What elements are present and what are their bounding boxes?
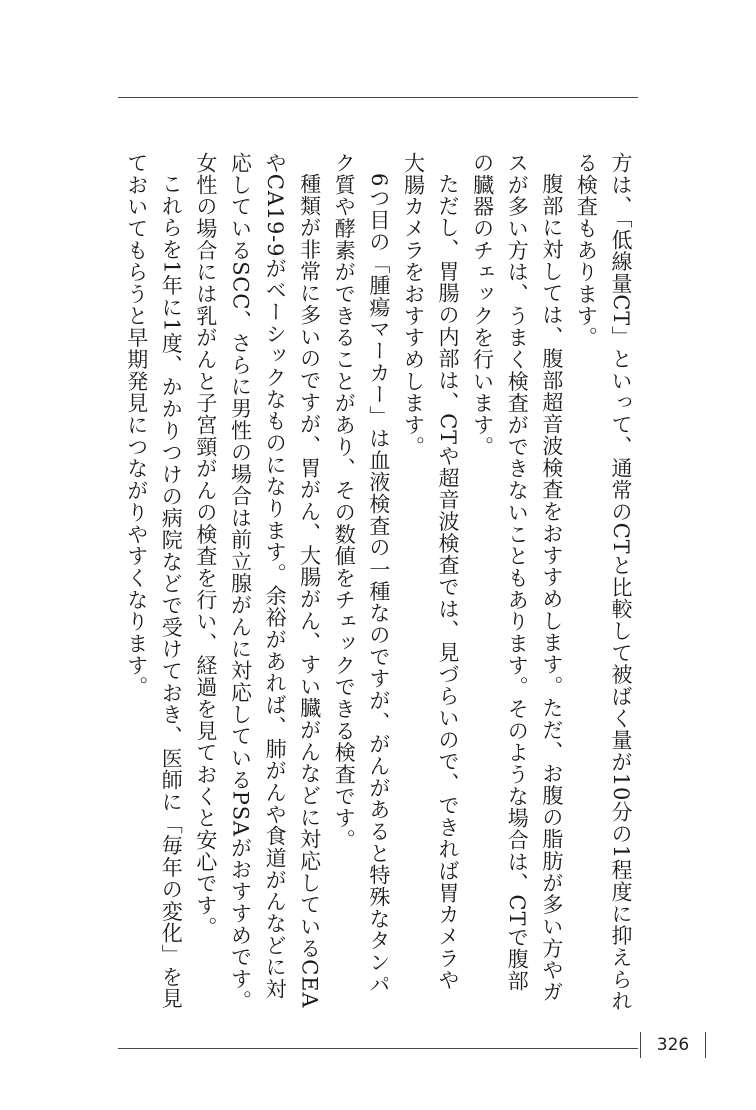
page-number <box>640 1032 706 1058</box>
paragraph-3: ただし、胃腸の内部は、CTや超音波検査では、見づらいので、できれば胃カメラや大腸カメラをおすすめします。 <box>401 152 461 991</box>
bottom-rule <box>118 1048 638 1049</box>
paragraph-1: 方は、「低線量CT」といって、通常のCTと比較して被ばく量が10分の1程度に抑えられる検査もあります。 <box>574 152 633 1012</box>
paragraph-6: これらを1年に1度、かかりつけの病院などで受けておき、医師に「毎年の変化」を見ておいてもらうと早期発見につながりやすくなります。 <box>124 152 184 1010</box>
page-number-text: 326 <box>656 1035 690 1055</box>
body-text <box>118 152 638 1012</box>
top-rule <box>118 97 638 98</box>
paragraph-4: 6つ目の「腫瘍マーカー」は血液検査の一種なのですが、がんがあると特殊なタンパク質や酵素ができることがあり、その数値をチェックできる検査です。 <box>332 152 391 996</box>
paragraph-5: 種類が非常に多いのですが、胃がん、大腸がん、すい臓がんなどに対応しているCEAやCA19-9がベーシックなものになります。余裕があれば、肺がんや食道がんなどに対応しているSCC、さらに男性の場合は前立腺がんに対応しているPSAがおすすめです。女性の場合には乳がんと子宮頸がんの検査を行い、経過を見ておくと安心です。 <box>193 152 322 1012</box>
paragraph-2: 腹部に対しては、腹部超音波検査をおすすめします。ただ、お腹の脂肪が多い方やガスが多い方は、うまく検査ができないこともあります。そのような場合は、CTで腹部の臓器のチェックを行います。 <box>470 152 564 1003</box>
